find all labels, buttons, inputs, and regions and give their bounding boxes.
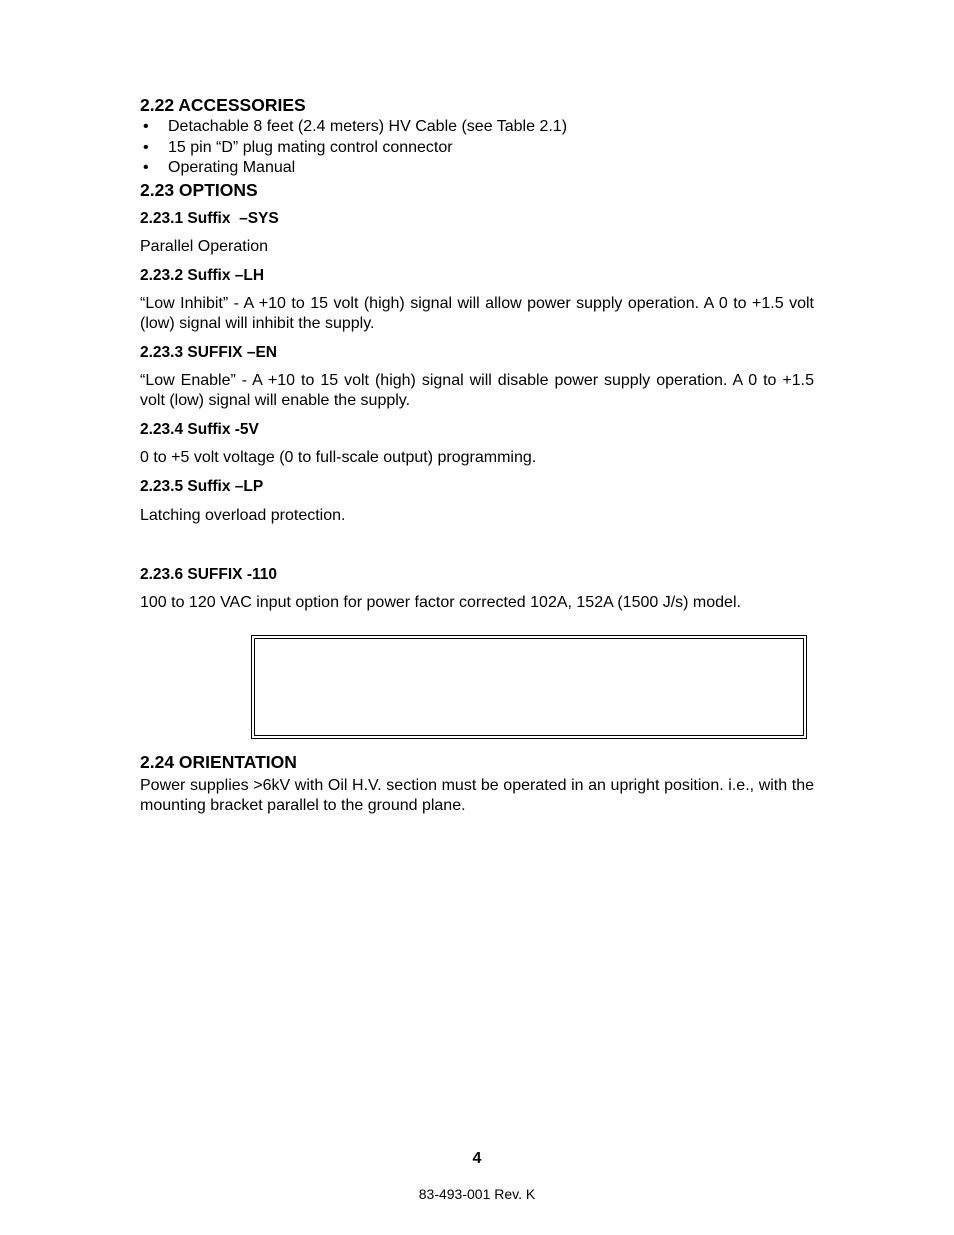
section-heading-orientation: 2.24 ORIENTATION	[140, 752, 297, 772]
subsection-heading-lp: 2.23.5 Suffix –LP	[140, 478, 264, 495]
section-heading-accessories: 2.22 ACCESSORIES	[140, 95, 306, 115]
section-text-orientation: Power supplies >6kV with Oil H.V. section must be operated in an upright position. i.e., with the mounting bracket parallel to the ground plane.	[140, 777, 814, 814]
subsection-text-sys: Parallel Operation	[140, 238, 269, 255]
subsection-heading-sys: 2.23.1 Suffix –SYS	[140, 210, 279, 227]
list-item: Detachable 8 feet (2.4 meters) HV Cable (see Table 2.1)	[168, 118, 568, 135]
section-heading-options: 2.23 OPTIONS	[140, 180, 258, 200]
list-item: 15 pin “D” plug mating control connector	[168, 139, 453, 156]
subsection-heading-110: 2.23.6 SUFFIX -110	[140, 566, 277, 583]
list-item: Operating Manual	[168, 159, 296, 176]
subsection-text-lh: “Low Inhibit” - A +10 to 15 volt (high) signal will allow power supply operation. A 0 to +1.5 volt (low) signal will inhibit the supply.	[140, 295, 814, 332]
bullet-icon: •	[143, 159, 149, 176]
empty-notice-box	[251, 635, 807, 739]
subsection-heading-en: 2.23.3 SUFFIX –EN	[140, 344, 277, 361]
subsection-text-en: “Low Enable” - A +10 to 15 volt (high) signal will disable power supply operation. A 0 to +1.5 volt (low) signal will enable the supply.	[140, 372, 814, 409]
document-id: 83-493-001 Rev. K	[418, 1186, 536, 1202]
subsection-text-110: 100 to 120 VAC input option for power factor corrected 102A, 152A (1500 J/s) model.	[140, 594, 741, 611]
subsection-heading-5v: 2.23.4 Suffix -5V	[140, 421, 259, 438]
subsection-text-5v: 0 to +5 volt voltage (0 to full-scale output) programming.	[140, 449, 537, 466]
subsection-text-lp: Latching overload protection.	[140, 507, 346, 524]
bullet-icon: •	[143, 139, 149, 156]
page-number: 4	[472, 1150, 482, 1167]
subsection-heading-lh: 2.23.2 Suffix –LH	[140, 267, 265, 284]
bullet-icon: •	[143, 118, 149, 135]
